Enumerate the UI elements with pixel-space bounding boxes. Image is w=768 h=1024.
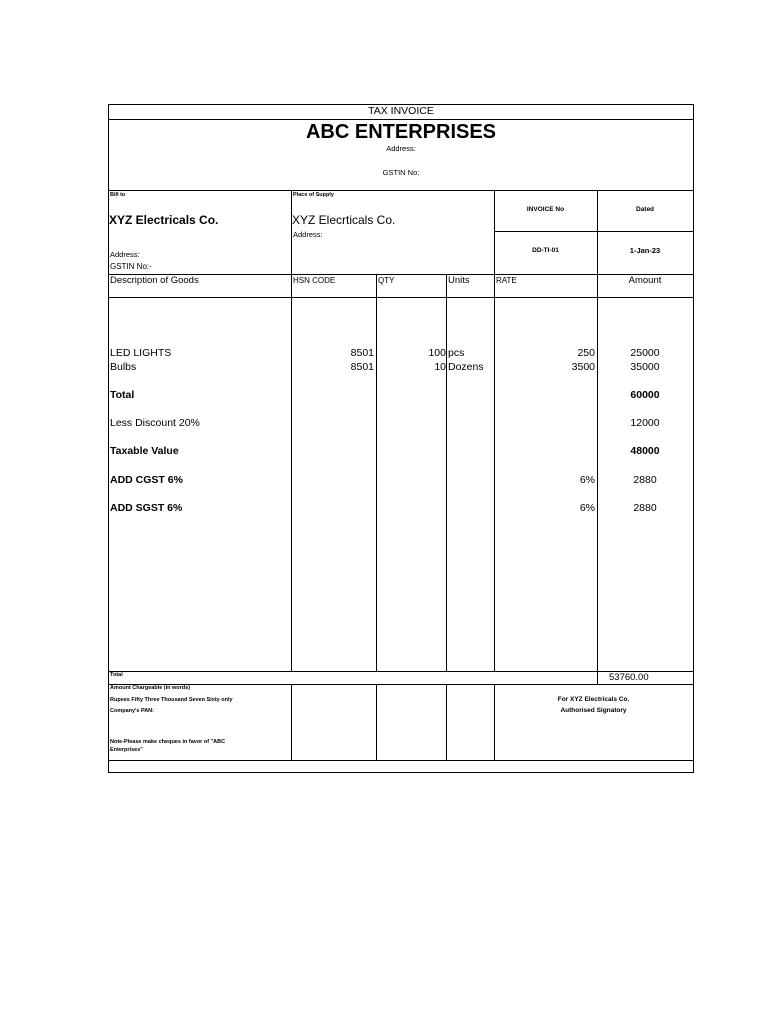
taxable-value-label: Taxable Value [110, 445, 179, 457]
company-pan-label: Company's PAN: [110, 708, 154, 714]
rule-header [108, 190, 694, 191]
discount-value: 12000 [630, 417, 660, 429]
invoice-no-value: DD-TI-01 [532, 247, 559, 254]
border-bottom [108, 772, 694, 773]
item-qty: 10 [434, 361, 446, 373]
item-qty: 100 [428, 347, 446, 359]
rule-meta-mid [494, 231, 694, 232]
col-rule-hsn [376, 274, 377, 671]
border-left [108, 104, 109, 773]
item-rate: 3500 [571, 361, 595, 373]
item-hsn: 8501 [350, 347, 374, 359]
rule-columns [108, 297, 694, 298]
place-of-supply-label: Place of Supply [293, 192, 334, 198]
bill-to-gstin-label: GSTIN No:- [110, 262, 152, 271]
col-rule-units-foot [494, 684, 495, 760]
invoice-date-value: 1-Jan-23 [629, 246, 661, 255]
invoice-no-label: INVOICE No [526, 206, 565, 213]
bill-to-label: Bill to [110, 192, 126, 198]
company-gstin-label: GSTIN No: [382, 168, 420, 177]
col-rule-hsn-foot [376, 684, 377, 760]
border-right [693, 104, 694, 773]
company-address-label: Address: [386, 144, 416, 153]
item-amount: 25000 [630, 347, 660, 359]
rule-title [108, 119, 694, 120]
bill-to-address-label: Address: [110, 250, 140, 259]
col-rule-desc [291, 190, 292, 671]
taxable-value: 48000 [630, 445, 660, 457]
column-header-amount: Amount [628, 275, 662, 286]
sgst-label: ADD SGST 6% [110, 502, 183, 514]
grand-total-label: Total [110, 672, 123, 678]
place-of-supply-address-label: Address: [293, 230, 323, 239]
column-header-hsn: HSN CODE [293, 276, 336, 285]
document-type: TAX INVOICE [368, 105, 434, 117]
item-description: LED LIGHTS [110, 347, 172, 359]
column-header-units: Units [448, 275, 470, 286]
sgst-value: 2880 [633, 502, 657, 514]
cgst-value: 2880 [633, 474, 657, 486]
company-name: ABC ENTERPRISES [305, 121, 497, 143]
item-hsn: 8501 [350, 361, 374, 373]
column-header-description: Description of Goods [110, 275, 199, 286]
subtotal-value: 60000 [630, 389, 660, 401]
rule-items-end [108, 671, 694, 672]
cgst-label: ADD CGST 6% [110, 474, 183, 486]
discount-label: Less Discount 20% [110, 417, 200, 429]
col-rule-qty-foot [446, 684, 447, 760]
amount-in-words-label: Amount Chargeable (in words) [110, 685, 191, 691]
column-header-rate: RATE [496, 276, 517, 285]
item-description: Bulbs [110, 361, 137, 373]
cgst-rate: 6% [579, 474, 595, 486]
bill-to-name: XYZ Electricals Co. [109, 213, 219, 227]
item-units: pcs [448, 347, 465, 359]
rule-footer [108, 760, 694, 761]
item-units: Dozens [448, 361, 484, 373]
sgst-rate: 6% [579, 502, 595, 514]
col-rule-rate-total [597, 671, 598, 684]
col-rule-rate [597, 190, 598, 671]
col-rule-units [494, 190, 495, 671]
for-company-label: For XYZ Electricals Co. [557, 696, 630, 703]
item-rate: 250 [577, 347, 595, 359]
dated-label: Dated [635, 206, 655, 213]
place-of-supply-name: XYZ Elecrticals Co. [292, 213, 396, 227]
col-rule-qty [446, 274, 447, 671]
item-amount: 35000 [630, 361, 660, 373]
authorised-signatory-label: Authorised Signatory [560, 707, 627, 714]
col-rule-desc-foot [291, 684, 292, 760]
amount-in-words: Rupees Fifty Three Thousand Seven Sixty only [110, 697, 233, 703]
rule-total [108, 684, 694, 685]
grand-total-value: 53760.00 [609, 672, 649, 683]
payment-note-line-1: Note-Please make cheques in favor of "ABC [110, 739, 226, 745]
column-header-qty: QTY [378, 276, 395, 285]
subtotal-label: Total [110, 389, 135, 401]
payment-note-line-2: Enterprises" [110, 747, 143, 753]
